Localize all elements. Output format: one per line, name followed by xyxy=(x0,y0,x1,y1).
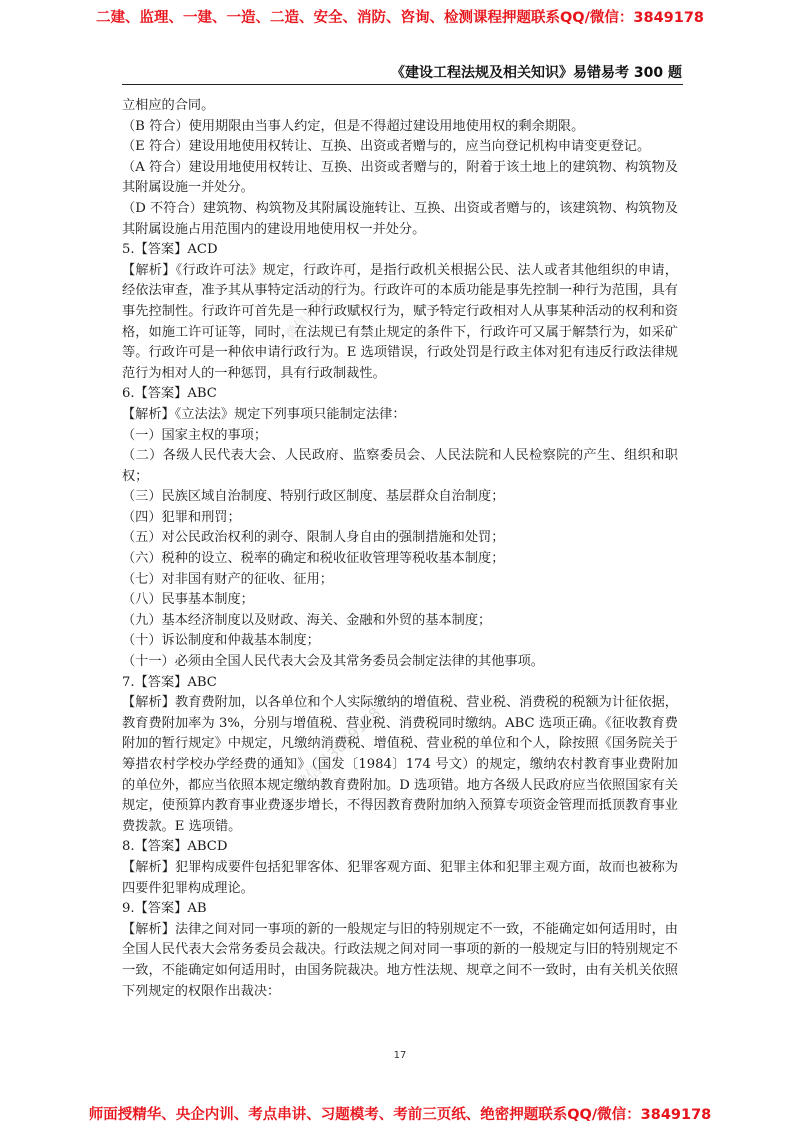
diagonal-watermark: 微信号3849178 xyxy=(291,703,385,795)
top-contact-banner: 二建、监理、一建、一造、二造、安全、消防、咨询、检测课程押题联系QQ/微信：3849178 xyxy=(95,10,705,26)
body-paragraph: （六）税种的设立、税率的确定和税收征收管理等税收基本制度； xyxy=(122,551,505,567)
body-paragraph: （八）民事基本制度； xyxy=(122,592,254,608)
body-paragraph: （A 符合）建设用地使用权转让、互换、出资或者赠与的，附着于该土地上的建筑物、构筑物及其附属设施一并处分。 xyxy=(122,159,678,196)
body-paragraph: 【解析】《立法法》规定下列事项只能制定法律： xyxy=(122,406,406,422)
body-paragraph: （E 符合）建设用地使用权转让、互换、出资或者赠与的，应当向登记机构申请变更登记。 xyxy=(122,139,651,155)
body-paragraph: （一）国家主权的事项； xyxy=(122,427,268,443)
body-paragraph: （B 符合）使用期限由当事人约定，但是不得超过建设用地使用权的剩余期限。 xyxy=(122,118,585,134)
body-paragraph: 【解析】犯罪构成要件包括犯罪客体、犯罪客观方面、犯罪主体和犯罪主观方面，故而也被称为四要件犯罪构成理论。 xyxy=(122,859,678,896)
answer-explanations-body xyxy=(122,96,678,1002)
body-paragraph: 立相应的合同。 xyxy=(122,98,215,113)
body-paragraph: （三）民族区域自治制度、特别行政区制度、基层群众自治制度； xyxy=(122,489,505,505)
body-paragraph: （十）诉讼制度和仲裁基本制度； xyxy=(122,633,320,649)
body-paragraph: （D 不符合）建筑物、构筑物及其附属设施转让、互换、出资或者赠与的，该建筑物、构筑物及其附属设施占用范围内的建设用地使用权一并处分。 xyxy=(122,200,678,237)
body-paragraph: （二）各级人民代表大会、人民政府、监察委员会、人民法院和人民检察院的产生、组织和职权； xyxy=(122,448,678,484)
page-number: 17 xyxy=(393,1050,407,1061)
body-paragraph: 6.【答案】ABC xyxy=(122,386,217,402)
body-paragraph: （九）基本经济制度以及财政、海关、金融和外贸的基本制度； xyxy=(122,612,492,628)
body-paragraph: 【解析】教育费附加，以各单位和个人实际缴纳的增值税、营业税、消费税的税额为计征依据，教育费附加率为 3%，分别与增值税、营业税、消费税同时缴纳。ABC 选项正确。《征收教育费附加的暂行规定》中规定，凡缴纳消费税、增值税、营业税的单位和个人，除按照《国务院关于筹措农村学校办学经费的通知》（国发〔1984〕174 号文）的规定，缴纳农村教育事业费附加的单位外，都应当依照本规定缴纳教育费附加。D 选项错。地方各级人民政府应当依照国家有关规定，使预算内教育事业费逐步增长，不得因教育费附加纳入预算专项资金管理而抵顶教育事业费拨款。E 选项错。 xyxy=(122,695,678,834)
body-paragraph: 5.【答案】ACD xyxy=(122,242,218,258)
body-paragraph: （五）对公民政治权利的剥夺、限制人身自由的强制措施和处罚； xyxy=(122,530,505,546)
body-paragraph: （七）对非国有财产的征收、征用； xyxy=(122,571,333,587)
body-paragraph: 【解析】《行政许可法》规定，行政许可，是指行政机关根据公民、法人或者其他组织的申请，经依法审查，准予其从事特定活动的行为。行政许可的本质功能是事先控制一种行为范围，具有事先控制性。行政许可首先是一种行政赋权行为，赋予特定行政相对人从事某种活动的权利和资格，如施工许可证等，同时，在法规已有禁止规定的条件下，行政许可又属于解禁行为，如采矿等。行政许可是一种依申请行政行为。E 选项错误，行政处罚是行政主体对犯有违反行政法律规范行为相对人的一种惩罚，具有行政制裁性。 xyxy=(122,262,678,381)
bottom-contact-banner: 师面授精华、央企内训、考点串讲、习题模考、考前三页纸、绝密押题联系QQ/微信：3849178 xyxy=(88,1107,712,1123)
book-title-header: 《建设工程法规及相关知识》易错易考 300 题 xyxy=(391,65,682,81)
body-paragraph: 8.【答案】ABCD xyxy=(122,839,228,855)
header-divider xyxy=(122,84,683,85)
diagonal-watermark: 微信号3849178 xyxy=(282,260,359,343)
body-paragraph: 9.【答案】AB xyxy=(122,901,207,917)
body-paragraph: 7.【答案】ABC xyxy=(122,674,217,690)
body-paragraph: 【解析】法律之间对同一事项的新的一般规定与旧的特别规定不一致，不能确定如何适用时，由全国人民代表大会常务委员会裁决。行政法规之间对同一事项的新的一般规定与旧的特别规定不一致，不能确定如何适用时，由国务院裁决。地方性法规、规章之间不一致时，由有关机关依照下列规定的权限作出裁决： xyxy=(122,921,678,999)
body-paragraph: （十一）必须由全国人民代表大会及其常务委员会制定法律的其他事项。 xyxy=(122,654,544,670)
body-paragraph: （四）犯罪和刑罚； xyxy=(122,509,241,525)
